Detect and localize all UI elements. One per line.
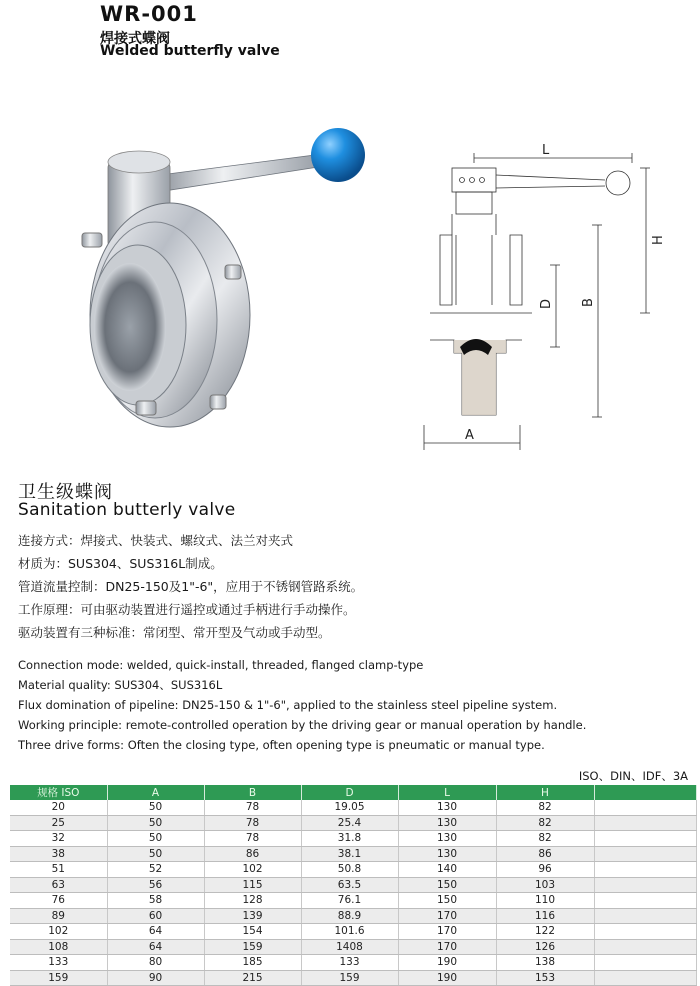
feature-en-item: Connection mode: welded, quick-install, threaded, flanged clamp-type bbox=[18, 658, 424, 672]
table-cell: 76.1 bbox=[301, 893, 398, 909]
table-cell: 31.8 bbox=[301, 831, 398, 847]
table-cell: 122 bbox=[496, 924, 594, 940]
table-cell: 102 bbox=[204, 862, 301, 878]
dim-label-b: B bbox=[581, 298, 596, 307]
model-number: WR-001 bbox=[100, 2, 198, 26]
table-cell: 150 bbox=[398, 877, 496, 893]
table-cell: 63.5 bbox=[301, 877, 398, 893]
table-cell: 153 bbox=[496, 970, 594, 986]
product-title-cn: 焊接式蝶阀 bbox=[100, 31, 170, 47]
table-cell: 159 bbox=[10, 970, 107, 986]
table-cell: 140 bbox=[398, 862, 496, 878]
features-en-list bbox=[18, 658, 586, 758]
table-row bbox=[10, 955, 696, 971]
table-cell: 86 bbox=[204, 846, 301, 862]
col-header-d: D bbox=[301, 785, 398, 800]
table-cell: 32 bbox=[10, 831, 107, 847]
table-cell: 150 bbox=[398, 893, 496, 909]
table-row bbox=[10, 831, 696, 847]
product-title-en: Welded butterfly valve bbox=[100, 43, 280, 59]
table-cell: 159 bbox=[204, 939, 301, 955]
table-row bbox=[10, 970, 696, 986]
table-row bbox=[10, 924, 696, 940]
table-cell: 115 bbox=[204, 877, 301, 893]
table-cell: 50 bbox=[107, 800, 204, 815]
table-cell: 86 bbox=[496, 846, 594, 862]
col-header-a: A bbox=[107, 785, 204, 800]
table-cell: 82 bbox=[496, 831, 594, 847]
table-cell: 108 bbox=[10, 939, 107, 955]
table-cell bbox=[594, 924, 696, 940]
table-cell: 154 bbox=[204, 924, 301, 940]
table-cell: 128 bbox=[204, 893, 301, 909]
table-row bbox=[10, 800, 696, 815]
table-cell: 63 bbox=[10, 877, 107, 893]
table-row bbox=[10, 862, 696, 878]
table-cell bbox=[594, 908, 696, 924]
table-cell: 88.9 bbox=[301, 908, 398, 924]
table-cell: 38 bbox=[10, 846, 107, 862]
table-cell: 82 bbox=[496, 815, 594, 831]
table-cell: 133 bbox=[301, 955, 398, 971]
table-cell: 110 bbox=[496, 893, 594, 909]
table-cell: 25 bbox=[10, 815, 107, 831]
table-row bbox=[10, 939, 696, 955]
table-cell: 185 bbox=[204, 955, 301, 971]
table-cell bbox=[594, 846, 696, 862]
table-cell bbox=[594, 955, 696, 971]
table-cell: 64 bbox=[107, 939, 204, 955]
table-cell bbox=[594, 939, 696, 955]
dim-label-l: L bbox=[542, 143, 550, 158]
feature-cn-item: 驱动装置有三种标准：常闭型、常开型及气动或手动型。 bbox=[18, 625, 331, 640]
table-cell: 159 bbox=[301, 970, 398, 986]
table-cell: 50 bbox=[107, 846, 204, 862]
feature-cn-item: 连接方式：焊接式、快装式、螺纹式、法兰对夹式 bbox=[18, 533, 294, 548]
section-title-en: Sanitation butterly valve bbox=[18, 500, 236, 520]
dim-label-h: H bbox=[651, 235, 666, 245]
table-cell: 138 bbox=[496, 955, 594, 971]
table-cell bbox=[594, 831, 696, 847]
section-title-cn: 卫生级蝶阀 bbox=[18, 482, 113, 503]
valve-photo bbox=[60, 115, 390, 445]
table-cell: 78 bbox=[204, 815, 301, 831]
table-cell bbox=[594, 800, 696, 815]
table-cell: 130 bbox=[398, 800, 496, 815]
feature-cn-item: 管道流量控制：DN25-150及1"-6"，应用于不锈钢管路系统。 bbox=[18, 579, 364, 594]
feature-cn-item: 工作原理：可由驱动装置进行遥控或通过手柄进行手动操作。 bbox=[18, 602, 356, 617]
table-cell bbox=[594, 815, 696, 831]
table-cell: 58 bbox=[107, 893, 204, 909]
table-cell: 130 bbox=[398, 846, 496, 862]
table-cell bbox=[594, 877, 696, 893]
table-cell: 215 bbox=[204, 970, 301, 986]
table-cell: 50 bbox=[107, 831, 204, 847]
table-cell: 50.8 bbox=[301, 862, 398, 878]
col-header-b: B bbox=[204, 785, 301, 800]
table-cell: 170 bbox=[398, 939, 496, 955]
table-cell: 133 bbox=[10, 955, 107, 971]
table-row bbox=[10, 908, 696, 924]
table-cell: 50 bbox=[107, 815, 204, 831]
table-cell: 130 bbox=[398, 815, 496, 831]
standards-note: ISO、DIN、IDF、3A bbox=[578, 769, 688, 783]
spec-table bbox=[10, 785, 697, 986]
table-cell bbox=[594, 970, 696, 986]
table-cell: 126 bbox=[496, 939, 594, 955]
col-header-size: 规格 ISO bbox=[10, 785, 107, 800]
table-cell: 130 bbox=[398, 831, 496, 847]
table-row bbox=[10, 877, 696, 893]
table-cell bbox=[594, 893, 696, 909]
col-header-l: L bbox=[398, 785, 496, 800]
table-cell: 139 bbox=[204, 908, 301, 924]
feature-en-item: Flux domination of pipeline: DN25-150 & 1"-6", applied to the stainless steel pipeline system. bbox=[18, 698, 558, 712]
table-row bbox=[10, 893, 696, 909]
table-cell: 38.1 bbox=[301, 846, 398, 862]
table-cell: 96 bbox=[496, 862, 594, 878]
table-cell: 19.05 bbox=[301, 800, 398, 815]
table-cell: 51 bbox=[10, 862, 107, 878]
dim-label-d: D bbox=[539, 298, 554, 309]
feature-en-item: Material quality: SUS304、SUS316L bbox=[18, 678, 223, 692]
feature-en-item: Three drive forms: Often the closing type, often opening type is pneumatic or manual type. bbox=[18, 738, 545, 752]
table-cell: 190 bbox=[398, 955, 496, 971]
table-cell: 25.4 bbox=[301, 815, 398, 831]
table-cell: 78 bbox=[204, 831, 301, 847]
features-cn-list bbox=[18, 533, 363, 648]
spec-table-body bbox=[10, 800, 696, 986]
table-cell: 103 bbox=[496, 877, 594, 893]
table-cell: 76 bbox=[10, 893, 107, 909]
table-cell bbox=[594, 862, 696, 878]
table-cell: 56 bbox=[107, 877, 204, 893]
table-cell: 89 bbox=[10, 908, 107, 924]
table-cell: 1408 bbox=[301, 939, 398, 955]
dim-label-a: A bbox=[465, 428, 474, 443]
col-header-h: H bbox=[496, 785, 594, 800]
table-cell: 116 bbox=[496, 908, 594, 924]
table-cell: 190 bbox=[398, 970, 496, 986]
feature-cn-item: 材质为：SUS304、SUS316L制成。 bbox=[18, 556, 223, 571]
dimension-drawing bbox=[410, 135, 700, 465]
table-cell: 52 bbox=[107, 862, 204, 878]
table-cell: 60 bbox=[107, 908, 204, 924]
table-header-row bbox=[10, 785, 696, 800]
table-cell: 82 bbox=[496, 800, 594, 815]
table-cell: 64 bbox=[107, 924, 204, 940]
table-row bbox=[10, 846, 696, 862]
table-cell: 170 bbox=[398, 908, 496, 924]
table-cell: 170 bbox=[398, 924, 496, 940]
feature-en-item: Working principle: remote-controlled operation by the driving gear or manual operation by handle. bbox=[18, 718, 587, 732]
table-row bbox=[10, 815, 696, 831]
table-cell: 78 bbox=[204, 800, 301, 815]
table-cell: 90 bbox=[107, 970, 204, 986]
table-cell: 20 bbox=[10, 800, 107, 815]
table-cell: 102 bbox=[10, 924, 107, 940]
table-cell: 101.6 bbox=[301, 924, 398, 940]
col-header-blank bbox=[594, 785, 696, 800]
table-cell: 80 bbox=[107, 955, 204, 971]
